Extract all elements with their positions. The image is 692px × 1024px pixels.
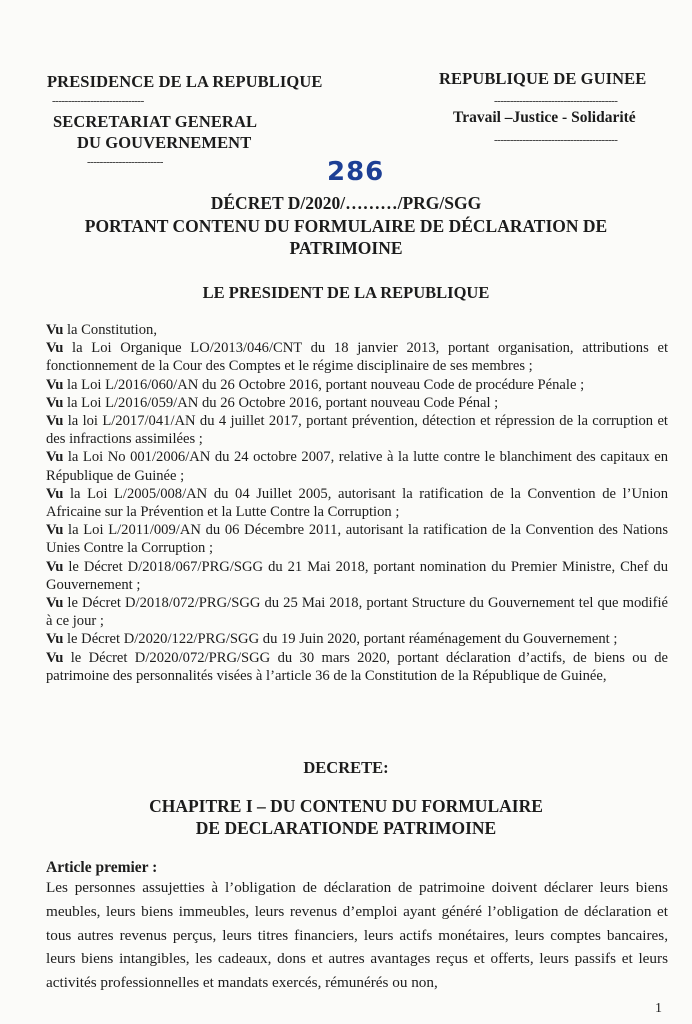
visa-text: la Loi L/2016/060/AN du 26 Octobre 2016, portant nouveau Code de procédure Pénale ; [66, 376, 585, 393]
president-heading: LE PRESIDENT DE LA REPUBLIQUE [202, 283, 490, 302]
separator-dashes: ----------------------------- [52, 95, 144, 107]
republique-heading: REPUBLIQUE DE GUINEE [439, 69, 647, 88]
chapter-title-line1: CHAPITRE I – DU CONTENU DU FORMULAIRE [149, 796, 543, 816]
vu-label: Vu [46, 558, 64, 575]
vu-label: Vu [46, 449, 64, 466]
visa-item [46, 394, 668, 412]
visa-item [46, 485, 668, 521]
visa-item [46, 448, 668, 484]
visa-text: le Décret D/2018/067/PRG/SGG du 21 Mai 2018, portant nomination du Premier Ministre, Chef du Gouvernement ; [46, 558, 669, 593]
visa-item [46, 649, 668, 685]
visa-item [46, 594, 668, 630]
chapter-title-line2: DE DECLARATIONDE PATRIMOINE [195, 818, 497, 838]
visa-item [46, 521, 668, 557]
visa-item [46, 558, 668, 594]
article-body: Les personnes assujetties à l’obligation de déclaration de patrimoine doivent déclarer leurs biens meubles, leurs biens immeubles, leurs revenus d’emploi ayant généré l’obligation de déclaration et tous autres revenus perçus, leurs titres financiers, leurs actifs monétaires, leurs comptes bancaires, leurs biens intangibles, les cadeaux, dons et autres avantages reçus et offerts, leurs passifs et leurs activités professionnelles et mandats exercés, rémunérés ou non, [46, 879, 668, 992]
separator-dashes: --------------------------------------- [494, 95, 618, 107]
separator-dashes: --------------------------------------- [494, 134, 618, 146]
decree-title-line1: DÉCRET D/2020/………/PRG/SGG [210, 193, 482, 213]
presidence-heading: PRESIDENCE DE LA REPUBLIQUE [47, 72, 323, 91]
vu-label: Vu [46, 485, 64, 502]
visa-text: la Constitution, [66, 322, 157, 338]
visa-item [46, 412, 668, 448]
visa-text: la Loi Organique LO/2013/046/CNT du 18 janvier 2013, portant organisation, attributions et fonctionnement de la Cour des Comptes et le régime disciplinaire de ses membres ; [46, 340, 669, 375]
visa-text: le Décret D/2020/072/PRG/SGG du 30 mars 2020, portant déclaration d’actifs, de biens ou de patrimoine des personnalités visées à l’article 36 de la Constitution de la République de Guinée, [46, 649, 668, 684]
visa-text: la loi L/2017/041/AN du 4 juillet 2017, portant prévention, détection et répression de la corruption et des infractions assimilées ; [46, 413, 668, 448]
decree-title-line2: PORTANT CONTENU DU FORMULAIRE DE DÉCLARATION DE [84, 216, 608, 236]
motto: Travail –Justice - Solidarité [453, 109, 636, 126]
visa-text: la Loi L/2016/059/AN du 26 Octobre 2016, portant nouveau Code Pénal ; [66, 394, 499, 411]
vu-label: Vu [46, 631, 64, 648]
visas-section [46, 321, 668, 685]
visa-text: la Loi L/2005/008/AN du 04 Juillet 2005, autorisant la ratification de la Convention de l’Union Africaine sur la Prévention et la Lutte Contre la Corruption ; [46, 485, 668, 521]
visa-item [46, 630, 668, 648]
secretariat-heading: SECRETARIAT GENERAL [53, 112, 258, 131]
decrete-heading: DECRETE: [303, 758, 389, 777]
vu-label: Vu [46, 595, 64, 612]
separator-dashes: ------------------------ [87, 156, 163, 168]
vu-label: Vu [46, 340, 64, 357]
visa-text: le Décret D/2020/122/PRG/SGG du 19 Juin 2020, portant réaménagement du Gouvernement ; [66, 631, 618, 648]
gouvernement-heading: DU GOUVERNEMENT [77, 133, 252, 152]
decree-number-stamp: 286 [327, 157, 385, 187]
visa-item [46, 321, 668, 339]
vu-label: Vu [46, 394, 64, 411]
visa-text: le Décret D/2018/072/PRG/SGG du 25 Mai 2018, portant Structure du Gouvernement tel que modifié à ce jour ; [46, 595, 668, 630]
vu-label: Vu [46, 649, 64, 666]
visa-item [46, 376, 668, 394]
vu-label: Vu [46, 522, 64, 539]
vu-label: Vu [46, 376, 64, 393]
visa-text: la Loi L/2011/009/AN du 06 Décembre 2011, autorisant la ratification de la Convention des Nations Unies Contre la Corruption ; [46, 522, 668, 557]
decree-title-line3: PATRIMOINE [289, 238, 403, 258]
page-number: 1 [655, 1001, 662, 1016]
vu-label: Vu [46, 322, 64, 338]
visa-item [46, 339, 668, 375]
visa-text: la Loi No 001/2006/AN du 24 octobre 2007, relative à la lutte contre le blanchiment des capitaux en République de Guinée ; [46, 449, 668, 484]
vu-label: Vu [46, 413, 64, 430]
article-heading: Article premier : [46, 859, 158, 876]
